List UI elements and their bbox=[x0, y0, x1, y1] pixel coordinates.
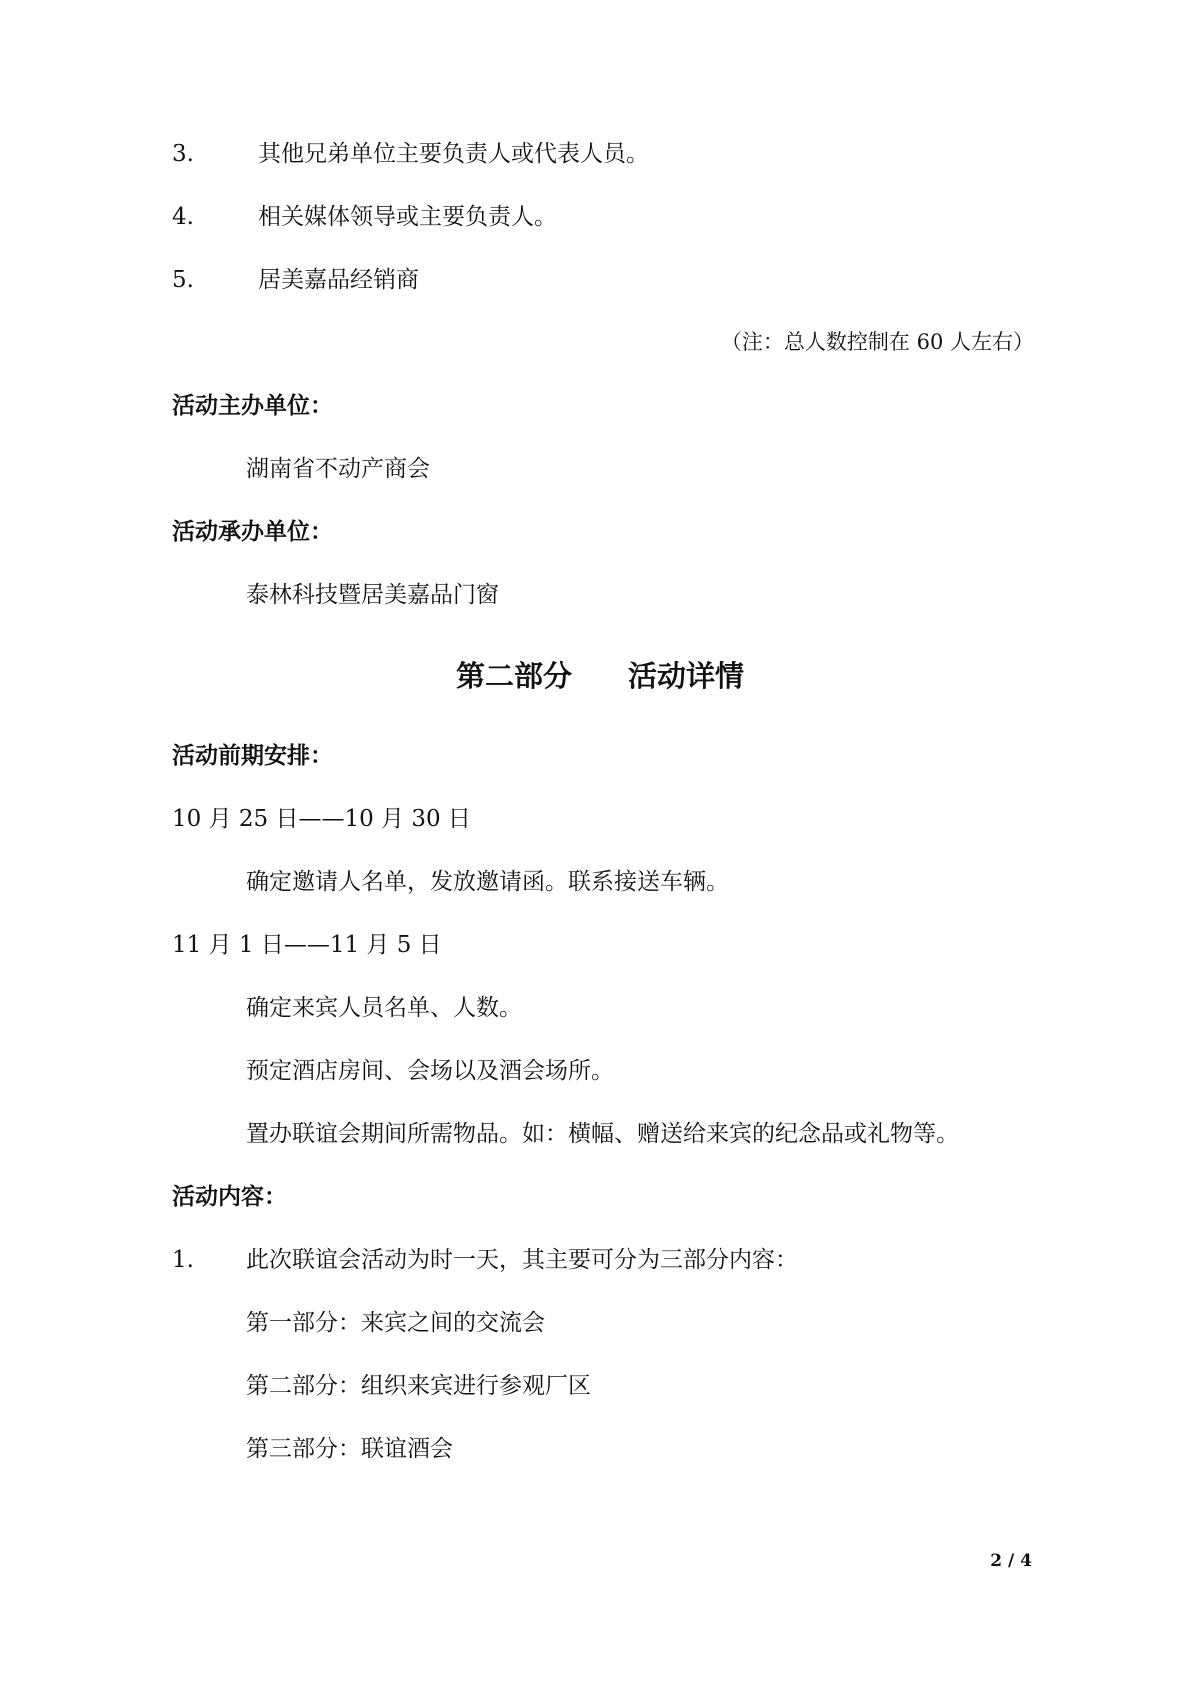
host-value: 湖南省不动产商会 bbox=[246, 456, 430, 482]
task-item: 确定邀请人名单，发放邀请函。联系接送车辆。 bbox=[246, 869, 729, 895]
task-item: 预定酒店房间、会场以及酒会场所。 bbox=[246, 1058, 614, 1084]
task-item: 置办联谊会期间所需物品。如：横幅、赠送给来宾的纪念品或礼物等。 bbox=[246, 1121, 959, 1147]
list-item bbox=[172, 201, 194, 233]
list-item-text: 其他兄弟单位主要负责人或代表人员。 bbox=[258, 141, 649, 167]
list-item-text: 居美嘉品经销商 bbox=[258, 267, 419, 293]
section-name: 活动详情 bbox=[628, 659, 745, 693]
content-item-text: 此次联谊会活动为时一天，其主要可分为三部分内容： bbox=[246, 1247, 798, 1273]
host-heading: 活动主办单位： bbox=[172, 392, 333, 419]
date-range: 11 月 1 日——11 月 5 日 bbox=[172, 932, 442, 958]
preparation-heading: 活动前期安排： bbox=[172, 742, 333, 769]
section-part-label: 第二部分 bbox=[455, 659, 572, 693]
list-item-text: 相关媒体领导或主要负责人。 bbox=[258, 204, 557, 230]
list-number: 5. bbox=[172, 267, 194, 293]
page-number: 2 / 4 bbox=[990, 1551, 1032, 1571]
list-item bbox=[172, 264, 194, 296]
attendance-note: （注：总人数控制在 60 人左右） bbox=[720, 330, 1034, 354]
section-title bbox=[0, 656, 1200, 696]
list-number: 3. bbox=[172, 141, 194, 167]
organizer-heading: 活动承办单位： bbox=[172, 518, 333, 545]
agenda-part: 第三部分：联谊酒会 bbox=[246, 1436, 453, 1462]
task-item: 确定来宾人员名单、人数。 bbox=[246, 995, 522, 1021]
organizer-value: 泰林科技暨居美嘉品门窗 bbox=[246, 582, 499, 608]
content-item-number: 1. bbox=[172, 1247, 194, 1273]
list-item bbox=[172, 138, 194, 170]
date-range: 10 月 25 日——10 月 30 日 bbox=[172, 806, 471, 832]
content-heading: 活动内容： bbox=[172, 1183, 287, 1210]
agenda-part: 第二部分：组织来宾进行参观厂区 bbox=[246, 1373, 591, 1399]
agenda-part: 第一部分：来宾之间的交流会 bbox=[246, 1310, 545, 1336]
list-number: 4. bbox=[172, 204, 194, 230]
